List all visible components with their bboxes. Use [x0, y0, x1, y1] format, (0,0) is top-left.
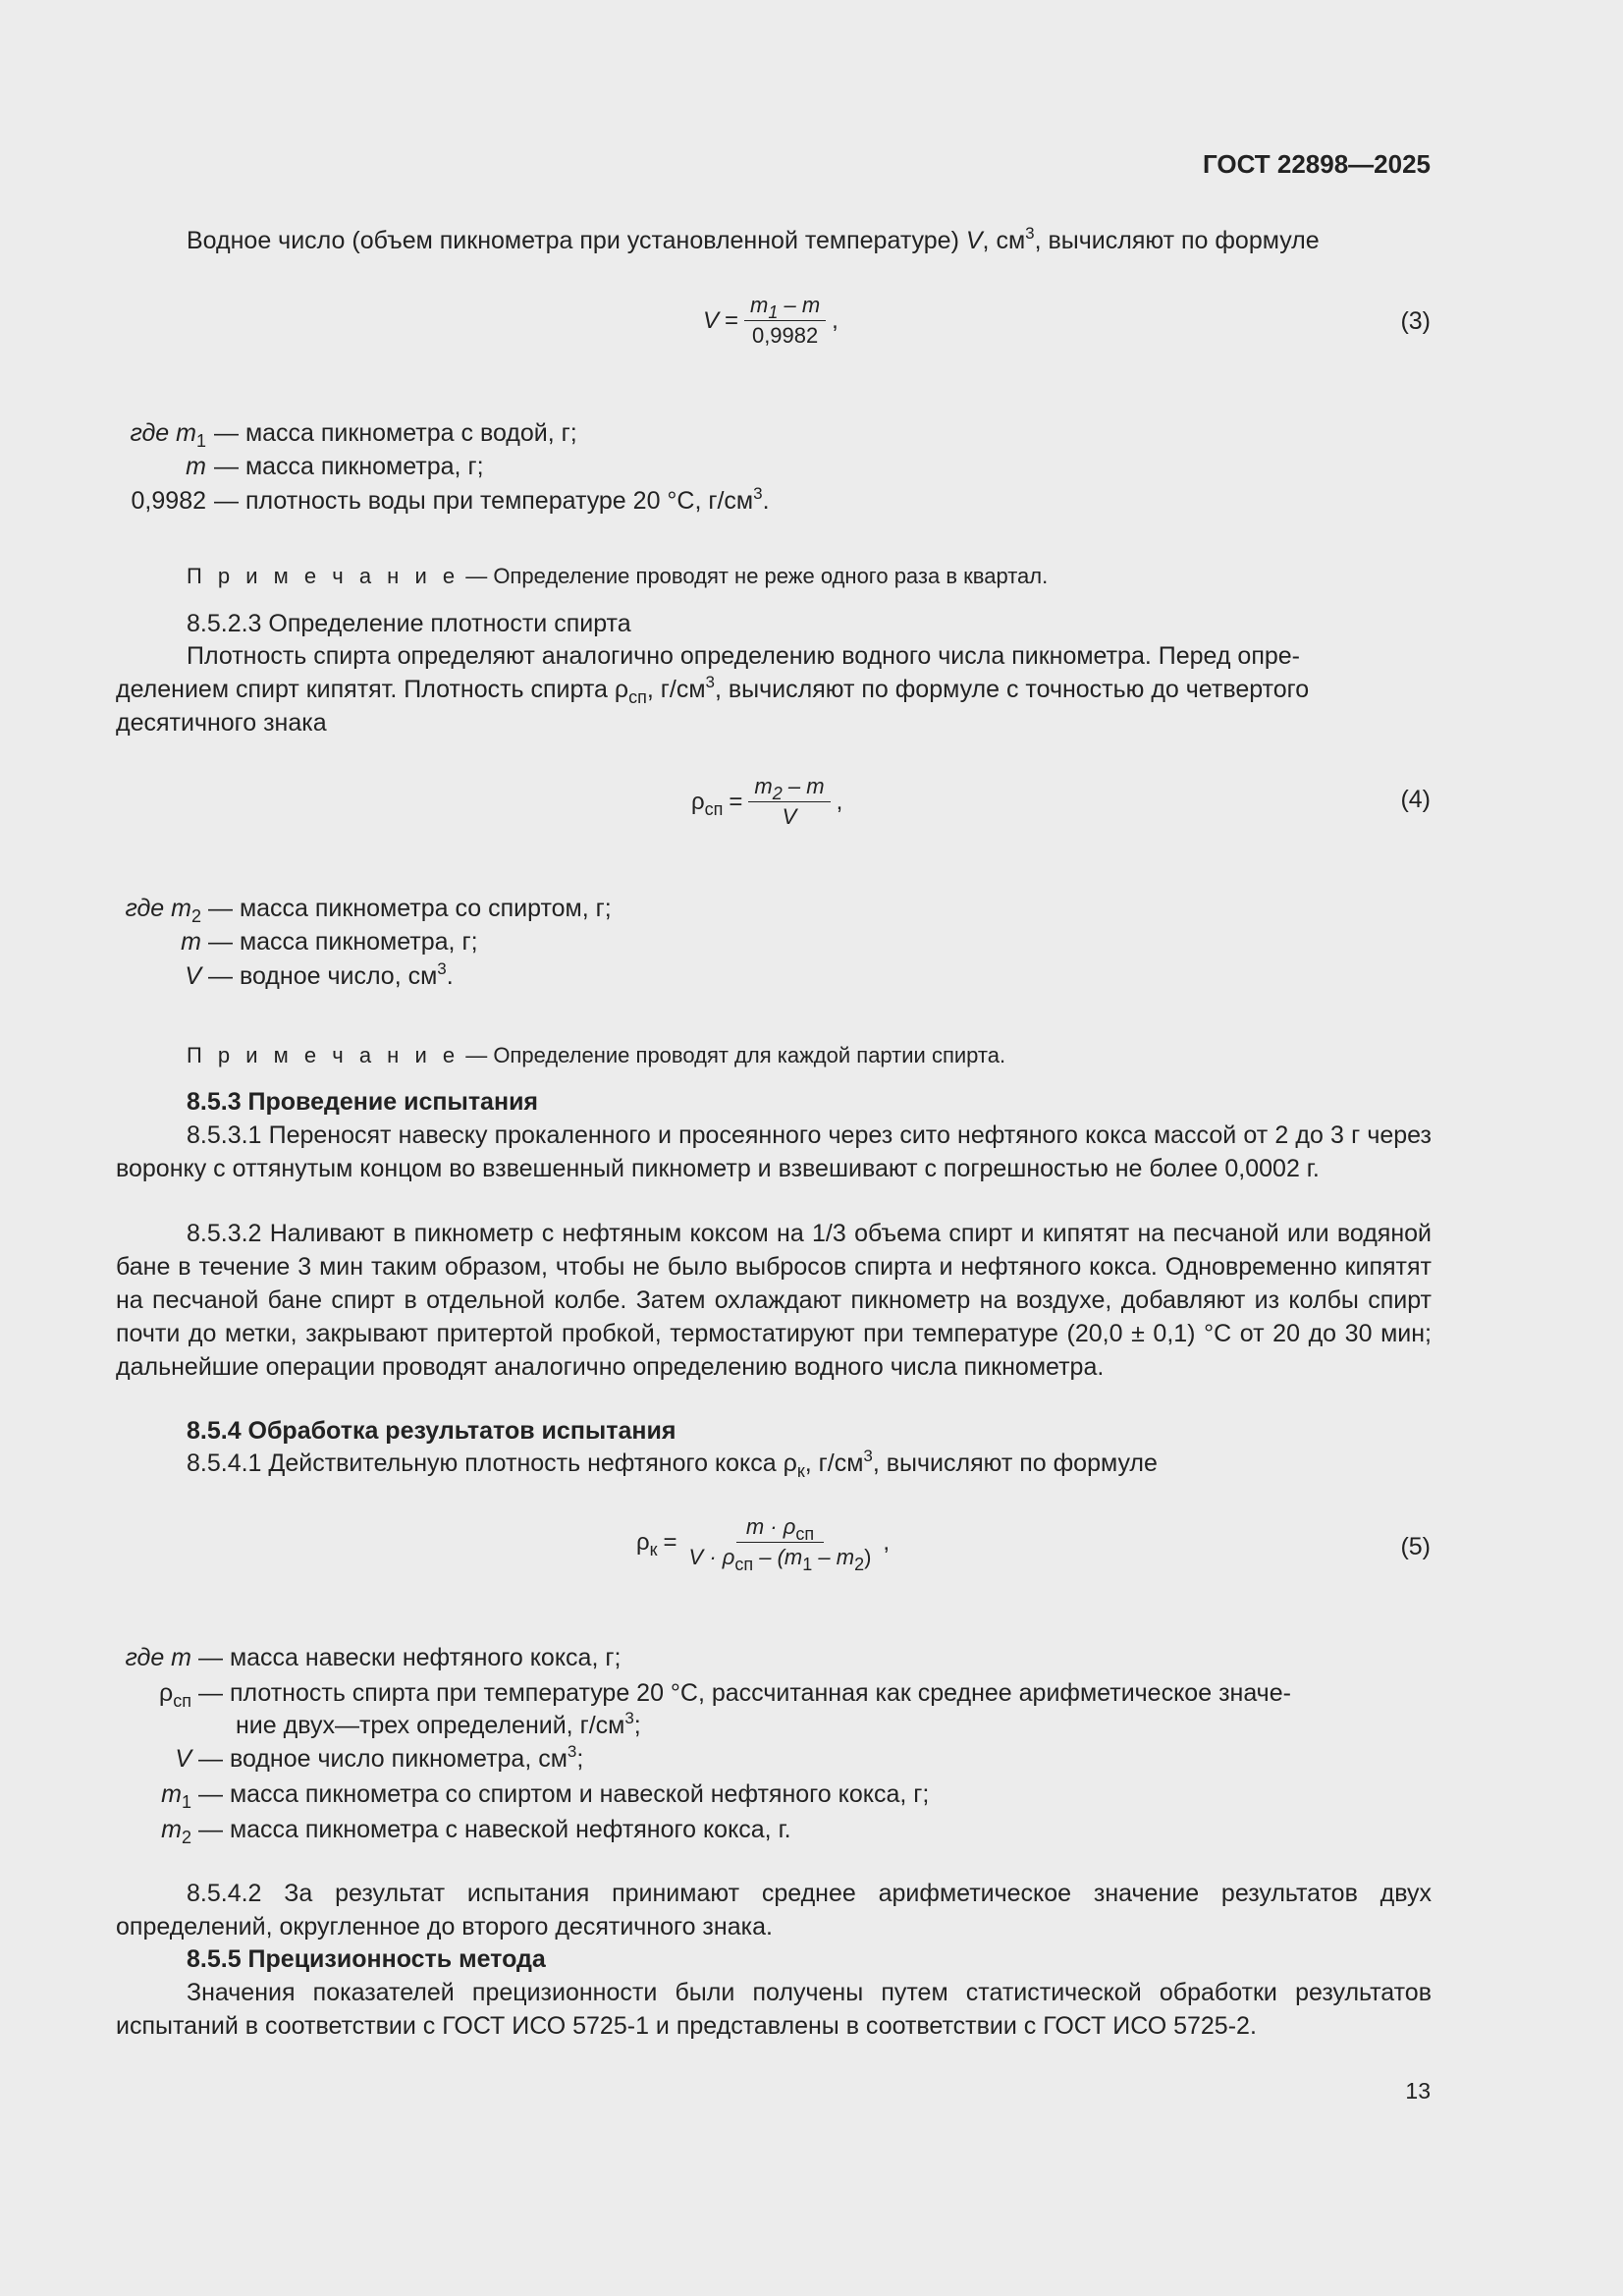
def-symbol: 0,9982 — [131, 487, 206, 515]
def-text: — масса пикнометра, г; — [214, 453, 484, 480]
def-text: — масса навески нефтяного кокса, г; — [198, 1644, 622, 1671]
formula-5: $\rho_к$ = $\frac{m \cdot \rho_{сп}}{V \cdot \rho_{сп} - (m_1 - m_2)}$ , — [636, 1514, 891, 1574]
def-text-continuation: ние двух—трех определений, $г/см^3$; — [236, 1709, 641, 1739]
note-1: П р и м е ч а н и е — Определение проводят не реже одного раза в квартал. — [187, 564, 1049, 588]
def-symbol: V — [175, 1745, 191, 1773]
equation-number-4: (4) — [1400, 786, 1431, 813]
equation-number-3: (3) — [1400, 307, 1431, 335]
paragraph-intro: Водное число (объем пикнометра при установленной температуре) V, $см^3$, вычисляют по формуле — [187, 224, 1320, 254]
equation-number-5: (5) — [1400, 1533, 1431, 1560]
paragraph-8-5-5: Значения показателей прецизионности были получены путем статистической обработки результатов испытаний в соответствии с ГОСТ ИСО 5725-1 и представлены в соответствии с ГОСТ ИСО 5725-2. — [116, 1979, 1432, 2040]
heading-8-5-4: 8.5.4 Обработка результатов испытания — [187, 1417, 676, 1445]
formula-4: $\rho_{сп}$ = $\frac{m_2 - m}{V}$ , — [691, 774, 843, 829]
def-symbol: $m_2$ — [161, 1816, 191, 1847]
def-text: — водное число пикнометра, $см^3$; — [198, 1742, 584, 1773]
paragraph-8-5-4-1: 8.5.4.1 Действительную плотность нефтяного кокса $\rho_к$, $г/см^3$, вычисляют по формуле — [187, 1447, 1158, 1481]
section-8-5-2-3-title: 8.5.2.3 Определение плотности спирта — [187, 610, 631, 637]
def-symbol: $\rho_{сп}$ — [159, 1679, 191, 1711]
paragraph-8-5-2-3-line1: Плотность спирта определяют аналогично определению водного числа пикнометра. Перед опре- — [187, 642, 1300, 670]
paragraph-8-5-3-2: 8.5.3.2 Наливают в пикнометр с нефтяным коксом на 1/3 объема спирт и кипятят на песчаной или водяной бане в течение 3 мин таким образом, чтобы не было выбросов спирта и нефтяного кокса. Одновременно кипятят на песчаной бане спирт в отдельной колбе. Затем охлаждают пикнометр на воздухе, добавляют из колбы спирт почти до метки, закрывают притертой пробкой, термостатируют при температуре (20,0 ± 0,1) °С от 20 до 30 мин; дальнейшие операции проводят аналогично определению водного числа пикнометра. — [116, 1220, 1432, 1381]
def-symbol: где $m_2$ — [125, 895, 201, 926]
paragraph-8-5-2-3-line3: десятичного знака — [116, 709, 327, 737]
def-symbol: m — [186, 453, 206, 480]
def-text: — масса пикнометра с водой, г; — [214, 419, 577, 447]
def-text: — плотность спирта при температуре 20 °С, рассчитанная как среднее арифметическое значе- — [198, 1679, 1291, 1707]
page-number: 13 — [1405, 2078, 1431, 2104]
def-text: — масса пикнометра со спиртом и навеской нефтяного кокса, г; — [198, 1780, 930, 1808]
heading-8-5-5: 8.5.5 Прецизионность метода — [187, 1945, 546, 1973]
def-text: — водное число, $см^3$. — [208, 959, 454, 990]
heading-8-5-3: 8.5.3 Проведение испытания — [187, 1088, 539, 1116]
def-symbol: m — [181, 928, 201, 956]
paragraph-8-5-4-2: 8.5.4.2 За результат испытания принимают среднее арифметическое значение результатов двух определений, округленное до второго десятичного знака. — [116, 1880, 1432, 1941]
formula-3: V = $\frac{m_1 - m}{0,9982}$ , — [703, 293, 839, 348]
document-header: ГОСТ 22898—2025 — [1203, 149, 1431, 179]
def-symbol: $m_1$ — [161, 1780, 191, 1812]
def-text: — масса пикнометра со спиртом, г; — [208, 895, 612, 922]
paragraph-8-5-3-1: 8.5.3.1 Переносят навеску прокаленного и просеянного через сито нефтяного кокса массой от 2 до 3 г через воронку с оттянутым концом во взвешенный пикнометр и взвешивают с погрешностью не более 0,0002 г. — [116, 1121, 1432, 1182]
def-symbol: V — [185, 962, 201, 990]
def-text: — масса пикнометра, г; — [208, 928, 478, 956]
paragraph-8-5-2-3-line2: делением спирт кипятят. Плотность спирта $\rho_{сп}$, $г/см^3$, вычисляют по формуле с точностью до четвертого — [116, 673, 1310, 707]
def-text: — масса пикнометра с навеской нефтяного кокса, г. — [198, 1816, 791, 1843]
def-symbol: где m — [125, 1644, 191, 1671]
def-text: — плотность воды при температуре 20 °С, $г/см^3$. — [214, 484, 770, 515]
note-2: П р и м е ч а н и е — Определение проводят для каждой партии спирта. — [187, 1043, 1006, 1067]
def-symbol: где $m_1$ — [130, 419, 206, 451]
